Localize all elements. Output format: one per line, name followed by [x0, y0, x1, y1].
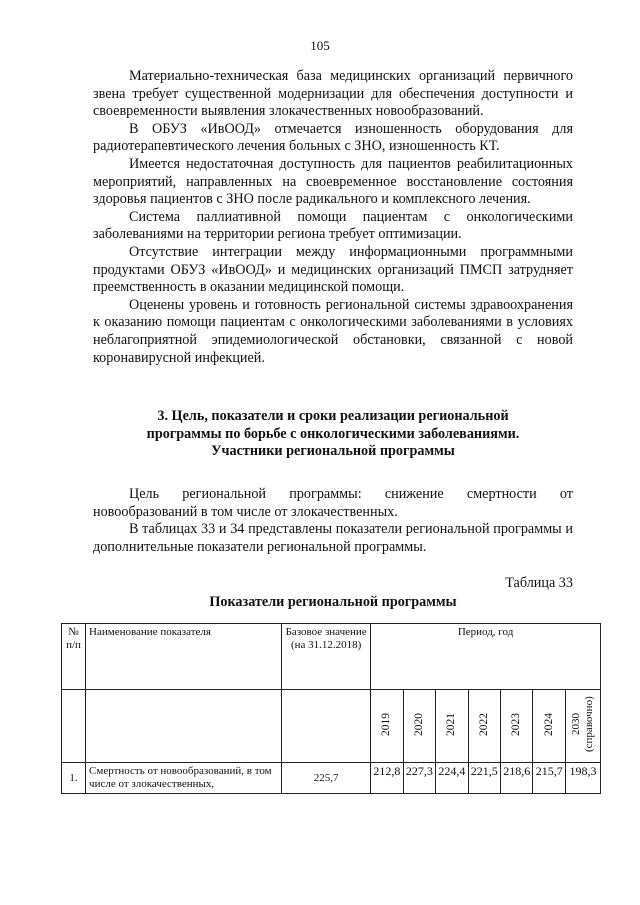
section-heading-line: Участники региональной программы: [211, 443, 455, 460]
table-caption: [93, 575, 573, 611]
year-header: [403, 690, 435, 763]
row-value: 212,8: [371, 763, 403, 794]
row-name: Смертность от новообразований, в том числе от злокачественных,: [86, 763, 282, 794]
paragraph: Имеется недостаточная доступность для пациентов реабилитационных мероприятий, направленных на своевременное восстановление состояния здоровья пациентов с ЗНО после радикального и комплексного лечения.: [93, 155, 573, 208]
paragraph: В ОБУЗ «ИвООД» отмечается изношенность оборудования для радиотерапевтического лечения больных с ЗНО, изношенность КТ.: [93, 120, 573, 155]
section-heading: [93, 408, 573, 461]
table-years-row: [62, 690, 601, 763]
year-label: 2024: [542, 712, 555, 736]
row-value: 198,3: [565, 763, 600, 794]
paragraph: Цель региональной программы: снижение смертности от новообразований в том числе от злокачественных.: [93, 486, 573, 520]
body-text-goal: [93, 486, 573, 556]
row-base-value: 225,7: [282, 763, 371, 794]
year-label: 2021: [445, 712, 458, 736]
row-value: 218,6: [501, 763, 533, 794]
table-row: [62, 763, 601, 794]
year-header: [533, 690, 565, 763]
year-header: [468, 690, 500, 763]
row-value: 227,3: [403, 763, 435, 794]
paragraph: Оценены уровень и готовность региональной системы здравоохранения к оказанию помощи пациентам с онкологическими заболеваниями в условиях неблагоприятной эпидемиологической обстановки, связанной с новой коронавирусной инфекцией.: [93, 296, 573, 366]
year-label: 2030 (справочно): [569, 696, 595, 752]
year-label: 2019: [380, 712, 393, 736]
year-label: 2023: [510, 712, 523, 736]
year-header: [501, 690, 533, 763]
paragraph: Система паллиативной помощи пациентам с онкологическими заболеваниями на территории региона требует оптимизации.: [93, 208, 573, 243]
body-text: [93, 68, 573, 367]
year-label: 2020: [412, 712, 425, 736]
table-header-row: [62, 624, 601, 690]
row-value: 224,4: [436, 763, 468, 794]
paragraph: В таблицах 33 и 34 представлены показатели региональной программы и дополнительные показатели региональной программы.: [93, 521, 573, 555]
header-period: Период, год: [371, 624, 601, 690]
table-title: Показатели региональной программы: [209, 594, 457, 610]
year-header: [565, 690, 600, 763]
indicators-table: [61, 623, 601, 794]
year-label: 2022: [477, 712, 490, 736]
table-number: Таблица 33: [505, 575, 573, 591]
paragraph: Материально-техническая база медицинских организаций первичного звена требует существенной модернизации для обеспечения доступности и своевременности выявления злокачественных новообразований.: [93, 68, 573, 120]
year-header: [371, 690, 403, 763]
section-heading-line: программы по борьбе с онкологическими заболеваниями.: [146, 425, 520, 442]
section-heading-line: 3. Цель, показатели и сроки реализации региональной: [157, 408, 509, 424]
row-value: 215,7: [533, 763, 565, 794]
header-name: Наименование показателя: [86, 624, 282, 690]
header-base: Базовое значение (на 31.12.2018): [282, 624, 371, 690]
row-value: 221,5: [468, 763, 500, 794]
year-header: [436, 690, 468, 763]
row-no: 1.: [62, 763, 86, 794]
paragraph: Отсутствие интеграции между информационными программными продуктами ОБУЗ «ИвООД» и медицинских организаций ПМСП затрудняет преемственность в оказании медицинской помощи.: [93, 243, 573, 296]
page-number: 105: [310, 38, 330, 53]
header-no: № п/п: [62, 624, 86, 690]
